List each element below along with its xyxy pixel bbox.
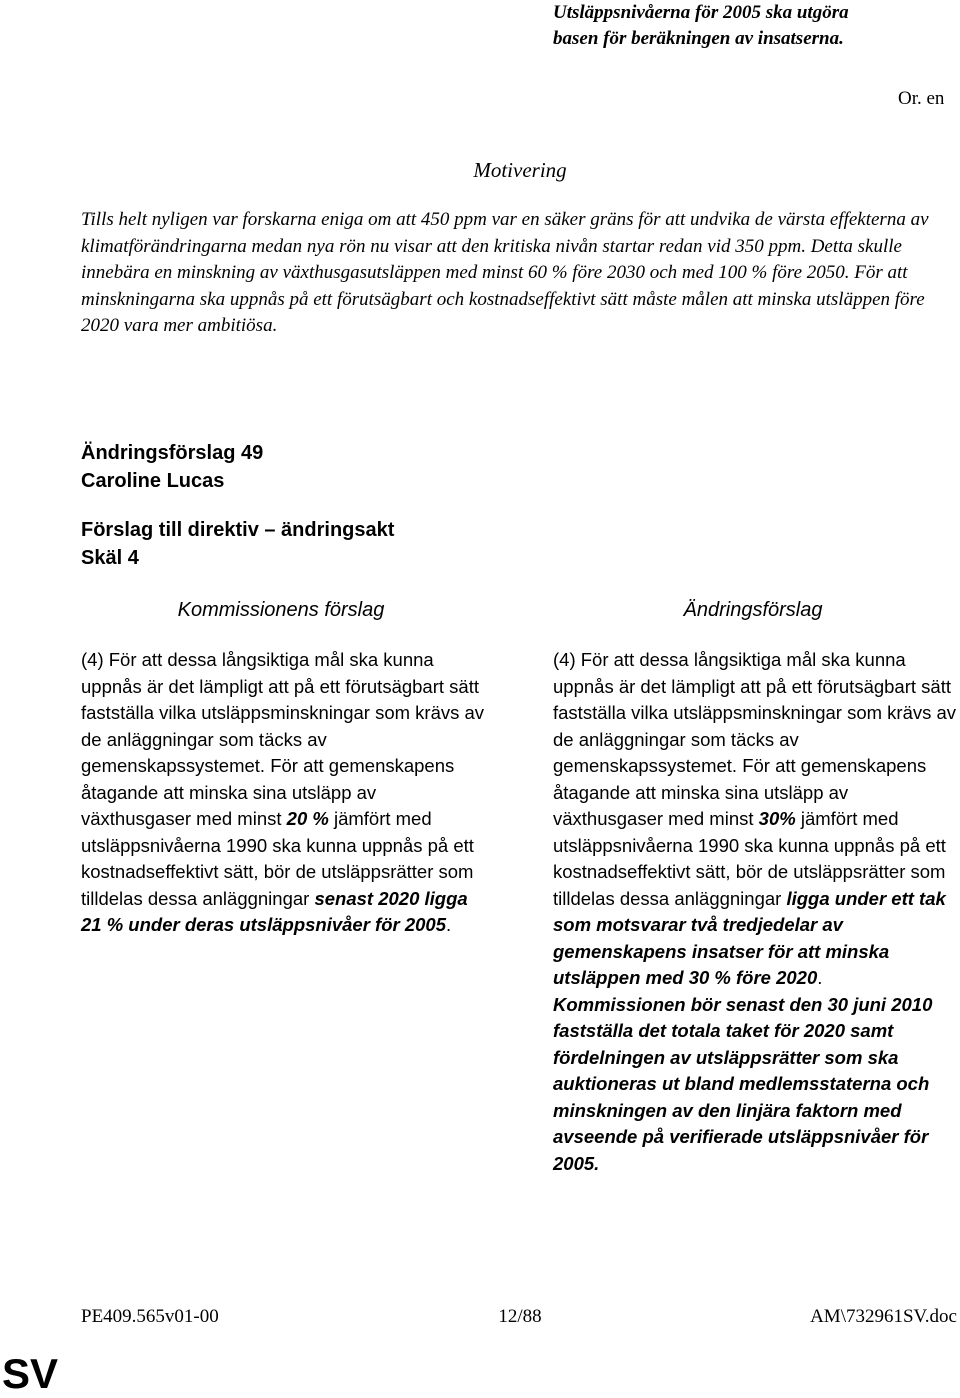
amendment-header <box>81 440 581 495</box>
footer-document-reference: PE409.565v01-00 <box>81 1306 219 1327</box>
carryover-amendment-text <box>553 0 953 52</box>
proposal-reference: Skäl 4 <box>81 546 139 569</box>
carryover-line-1: Utsläppsnivåerna för 2005 ska utgöra <box>553 2 849 23</box>
amendment-text-emphasis-2: ligga under ett tak som motsvarar två tredjedelar av gemenskapens insatser för att minska utsläppen med 30 % före 2020 <box>553 887 946 988</box>
amendment-text <box>553 647 958 1177</box>
commission-text-emphasis-2: senast 2020 ligga 21 % under deras utsläppsnivåer för 2005 <box>81 887 468 935</box>
language-code: SV <box>2 1350 59 1397</box>
commission-proposal-heading: Kommissionens förslag <box>177 599 385 621</box>
motivering-body: Tills helt nyligen var forskarna eniga om att 450 ppm var en säker gräns för att undvika de värsta effekterna av klimatförändringarna medan nya rön nu visar att den kritiska nivån startar redan vid 350 ppm. Detta skulle innebära en minskning av växthusgasutsläppen med minst 60 % före 2030 och med 100 % före 2050. För att minskningarna ska uppnås på ett förutsägbart och kostnadseffektivt sätt måste målen att minska utsläppen före 2020 vara mer ambitiösa. <box>81 209 929 336</box>
amendment-author: Caroline Lucas <box>81 469 225 492</box>
original-language-label: Or. en <box>898 88 945 109</box>
footer-file-name: AM\732961SV.doc <box>810 1306 957 1327</box>
amendment-text-part-1: (4) För att dessa långsiktiga mål ska kunna uppnås är det lämpligt att på ett förutsägbart sätt fastställa vilka utsläppsminskningar som krävs av de anläggningar som täcks av gemenskapssystemet. För att gemenskapens åtagande att minska sina utsläpp av växthusgaser med minst <box>553 649 957 829</box>
amendment-text-emphasis-1: 30% <box>758 808 796 829</box>
carryover-line-2: basen för beräkningen av insatserna. <box>553 28 844 49</box>
commission-text-part-1: (4) För att dessa långsiktiga mål ska kunna uppnås är det lämpligt att på ett förutsägbart sätt fastställa vilka utsläppsminskningar som krävs av de anläggningar som täcks av gemenskapssystemet. För att gemenskapens åtagande att minska sina utsläpp av växthusgaser med minst <box>81 649 485 829</box>
amendment-heading: Ändringsförslag <box>683 599 823 621</box>
footer-page-number: 12/88 <box>498 1306 542 1327</box>
motivering-heading: Motivering <box>473 158 567 182</box>
proposal-header <box>81 517 581 572</box>
proposal-title: Förslag till direktiv – ändringsakt <box>81 519 395 541</box>
commission-text-emphasis-1: 20 % <box>286 808 329 829</box>
amendment-text-part-3: . <box>817 967 823 988</box>
amendment-number: Ändringsförslag 49 <box>81 442 264 464</box>
commission-proposal-text <box>81 647 486 939</box>
commission-text-part-3: . <box>446 914 452 935</box>
amendment-text-emphasis-3: Kommissionen bör senast den 30 juni 2010 fastställa det totala taket för 2020 samt fördelningen av utsläppsrätter som ska auktioneras ut bland medlemsstaterna och minskningen av den linjära faktorn med avseende på verifierade utsläppsnivåer för 2005. <box>553 993 933 1174</box>
commission-text-part-2: jämfört med utsläppsnivåerna 1990 ska kunna uppnås på ett kostnadseffektivt sätt, bör de utsläppsrätter som tilldelas dessa anläggningar <box>81 808 474 909</box>
amendment-text-part-2: jämfört med utsläppsnivåerna 1990 ska kunna uppnås på ett kostnadseffektivt sätt, bör de utsläppsrätter som tilldelas dessa anläggningar <box>553 808 946 909</box>
